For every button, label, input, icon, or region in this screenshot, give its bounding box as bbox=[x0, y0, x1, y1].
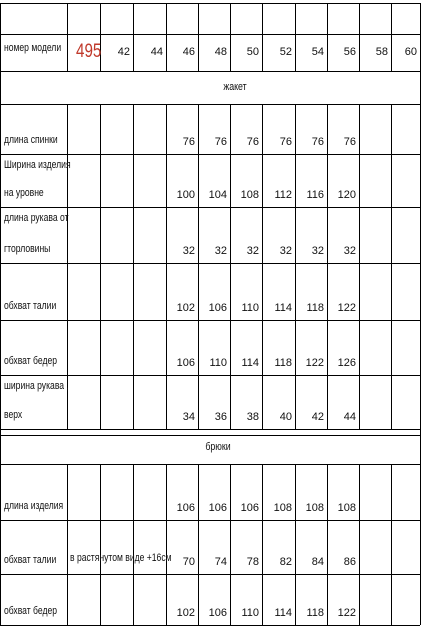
size-header: 60 bbox=[404, 46, 417, 58]
row-label: длина спинки bbox=[4, 134, 58, 146]
grid-line-vertical bbox=[262, 104, 263, 429]
row-value: 32 bbox=[246, 245, 259, 257]
grid-line-vertical bbox=[295, 104, 296, 429]
grid-line-vertical bbox=[391, 104, 392, 429]
size-header: 58 bbox=[375, 46, 388, 58]
row-value: 106 bbox=[208, 502, 227, 514]
row-label: обхват бедер bbox=[4, 355, 58, 367]
grid-line-vertical bbox=[262, 464, 263, 625]
row-value: 108 bbox=[273, 502, 292, 514]
row-value: 114 bbox=[241, 357, 259, 369]
row-value: 118 bbox=[306, 607, 324, 619]
grid-line-vertical bbox=[133, 3, 134, 71]
grid-line-vertical bbox=[198, 3, 199, 71]
row-label: ширина рукава , bbox=[4, 380, 69, 392]
row-value: 108 bbox=[337, 502, 356, 514]
grid-line-vertical bbox=[420, 3, 421, 625]
grid-line-horizontal bbox=[0, 263, 420, 264]
row-value: 76 bbox=[343, 136, 356, 148]
grid-line-vertical bbox=[67, 464, 68, 625]
row-label: на уровне bbox=[4, 187, 44, 199]
row-label: гторловины bbox=[4, 243, 51, 255]
row-value: 84 bbox=[311, 556, 324, 568]
grid-line-horizontal bbox=[0, 435, 420, 436]
size-header: 48 bbox=[214, 46, 227, 58]
grid-line-vertical bbox=[166, 464, 167, 625]
row-value: 36 bbox=[214, 411, 227, 423]
row-value: 44 bbox=[343, 411, 356, 423]
row-value: 100 bbox=[176, 189, 195, 201]
grid-line-horizontal bbox=[0, 375, 420, 376]
row-value: 34 bbox=[182, 411, 195, 423]
row-value: 106 bbox=[208, 607, 227, 619]
grid-line-vertical bbox=[230, 464, 231, 625]
row-value: 70 bbox=[182, 556, 195, 568]
grid-line-vertical bbox=[166, 3, 167, 71]
grid-line-horizontal bbox=[0, 71, 420, 72]
size-header: 44 bbox=[150, 46, 163, 58]
grid-line-vertical bbox=[133, 464, 134, 625]
row-label: длина изделия bbox=[4, 500, 64, 512]
grid-line-vertical bbox=[0, 3, 1, 625]
row-value: 38 bbox=[246, 411, 259, 423]
grid-line-horizontal bbox=[0, 34, 420, 35]
grid-line-vertical bbox=[262, 3, 263, 71]
size-header: 46 bbox=[182, 46, 195, 58]
row-value: 118 bbox=[306, 302, 324, 314]
grid-line-vertical bbox=[359, 464, 360, 625]
row-value: 108 bbox=[305, 502, 324, 514]
row-value: 102 bbox=[176, 302, 195, 314]
row-value: 32 bbox=[311, 245, 324, 257]
grid-line-vertical bbox=[327, 104, 328, 429]
model-number-label: номер модели bbox=[4, 42, 62, 54]
grid-line-vertical bbox=[198, 464, 199, 625]
row-value: 76 bbox=[182, 136, 195, 148]
row-value: 76 bbox=[246, 136, 259, 148]
row-value: 32 bbox=[214, 245, 227, 257]
size-header: 52 bbox=[279, 46, 292, 58]
model-number: 495 bbox=[76, 41, 102, 62]
grid-line-vertical bbox=[100, 464, 101, 625]
row-value: 120 bbox=[337, 189, 356, 201]
row-value: 86 bbox=[343, 556, 356, 568]
grid-line-horizontal bbox=[0, 464, 420, 465]
row-value: 106 bbox=[176, 357, 195, 369]
row-label: длина рукава от bbox=[4, 212, 69, 224]
grid-line-vertical bbox=[230, 104, 231, 429]
row-value: 78 bbox=[246, 556, 259, 568]
row-value: 82 bbox=[279, 556, 292, 568]
grid-line-vertical bbox=[133, 104, 134, 429]
row-value: 32 bbox=[182, 245, 195, 257]
row-value: 110 bbox=[241, 302, 259, 314]
row-value: 104 bbox=[208, 189, 227, 201]
row-value: 110 bbox=[209, 357, 227, 369]
grid-line-vertical bbox=[166, 104, 167, 429]
row-value: 122 bbox=[337, 607, 356, 619]
grid-line-horizontal bbox=[0, 104, 420, 105]
row-value: 114 bbox=[274, 302, 292, 314]
row-value: 118 bbox=[274, 357, 292, 369]
row-value: 32 bbox=[343, 245, 356, 257]
grid-line-vertical bbox=[327, 464, 328, 625]
size-header: 54 bbox=[311, 46, 324, 58]
row-value: 76 bbox=[279, 136, 292, 148]
row-value: 122 bbox=[305, 357, 324, 369]
row-value: 74 bbox=[214, 556, 227, 568]
grid-line-horizontal bbox=[0, 574, 420, 575]
grid-line-horizontal bbox=[0, 3, 420, 4]
row-label: обхват бедер bbox=[4, 605, 58, 617]
grid-line-vertical bbox=[359, 104, 360, 429]
grid-line-vertical bbox=[327, 3, 328, 71]
row-value: 106 bbox=[208, 302, 227, 314]
grid-line-vertical bbox=[359, 3, 360, 71]
row-value: 112 bbox=[274, 189, 292, 201]
grid-line-vertical bbox=[198, 104, 199, 429]
row-value: 76 bbox=[311, 136, 324, 148]
row-value: 40 bbox=[279, 411, 292, 423]
grid-line-vertical bbox=[295, 464, 296, 625]
grid-line-horizontal bbox=[0, 320, 420, 321]
grid-line-horizontal bbox=[0, 520, 420, 521]
row-label: обхват талии bbox=[4, 300, 57, 312]
section-title-jacket: жакет bbox=[223, 81, 247, 93]
row-label: верх bbox=[4, 409, 23, 421]
row-note: в растянутом виде +16см bbox=[70, 552, 172, 564]
grid-line-vertical bbox=[100, 104, 101, 429]
row-value: 106 bbox=[176, 502, 195, 514]
grid-line-vertical bbox=[230, 3, 231, 71]
grid-line-vertical bbox=[391, 464, 392, 625]
grid-line-vertical bbox=[67, 3, 68, 71]
grid-line-horizontal bbox=[0, 207, 420, 208]
row-value: 108 bbox=[240, 189, 259, 201]
size-header: 42 bbox=[117, 46, 130, 58]
grid-line-vertical bbox=[295, 3, 296, 71]
row-label: обхват талии bbox=[4, 554, 57, 566]
grid-line-horizontal bbox=[0, 625, 420, 626]
grid-line-vertical bbox=[391, 3, 392, 71]
row-value: 126 bbox=[337, 357, 356, 369]
row-value: 122 bbox=[337, 302, 356, 314]
grid-line-horizontal bbox=[0, 429, 420, 430]
size-header: 56 bbox=[343, 46, 356, 58]
row-value: 110 bbox=[241, 607, 259, 619]
row-value: 116 bbox=[306, 189, 324, 201]
size-header: 50 bbox=[246, 46, 259, 58]
row-value: 102 bbox=[176, 607, 195, 619]
row-value: 106 bbox=[240, 502, 259, 514]
row-label: Ширина изделия bbox=[4, 159, 71, 171]
row-value: 32 bbox=[279, 245, 292, 257]
row-value: 76 bbox=[214, 136, 227, 148]
grid-line-horizontal bbox=[0, 154, 420, 155]
row-value: 114 bbox=[274, 607, 292, 619]
section-title-trousers: брюки bbox=[205, 441, 231, 453]
row-value: 42 bbox=[311, 411, 324, 423]
